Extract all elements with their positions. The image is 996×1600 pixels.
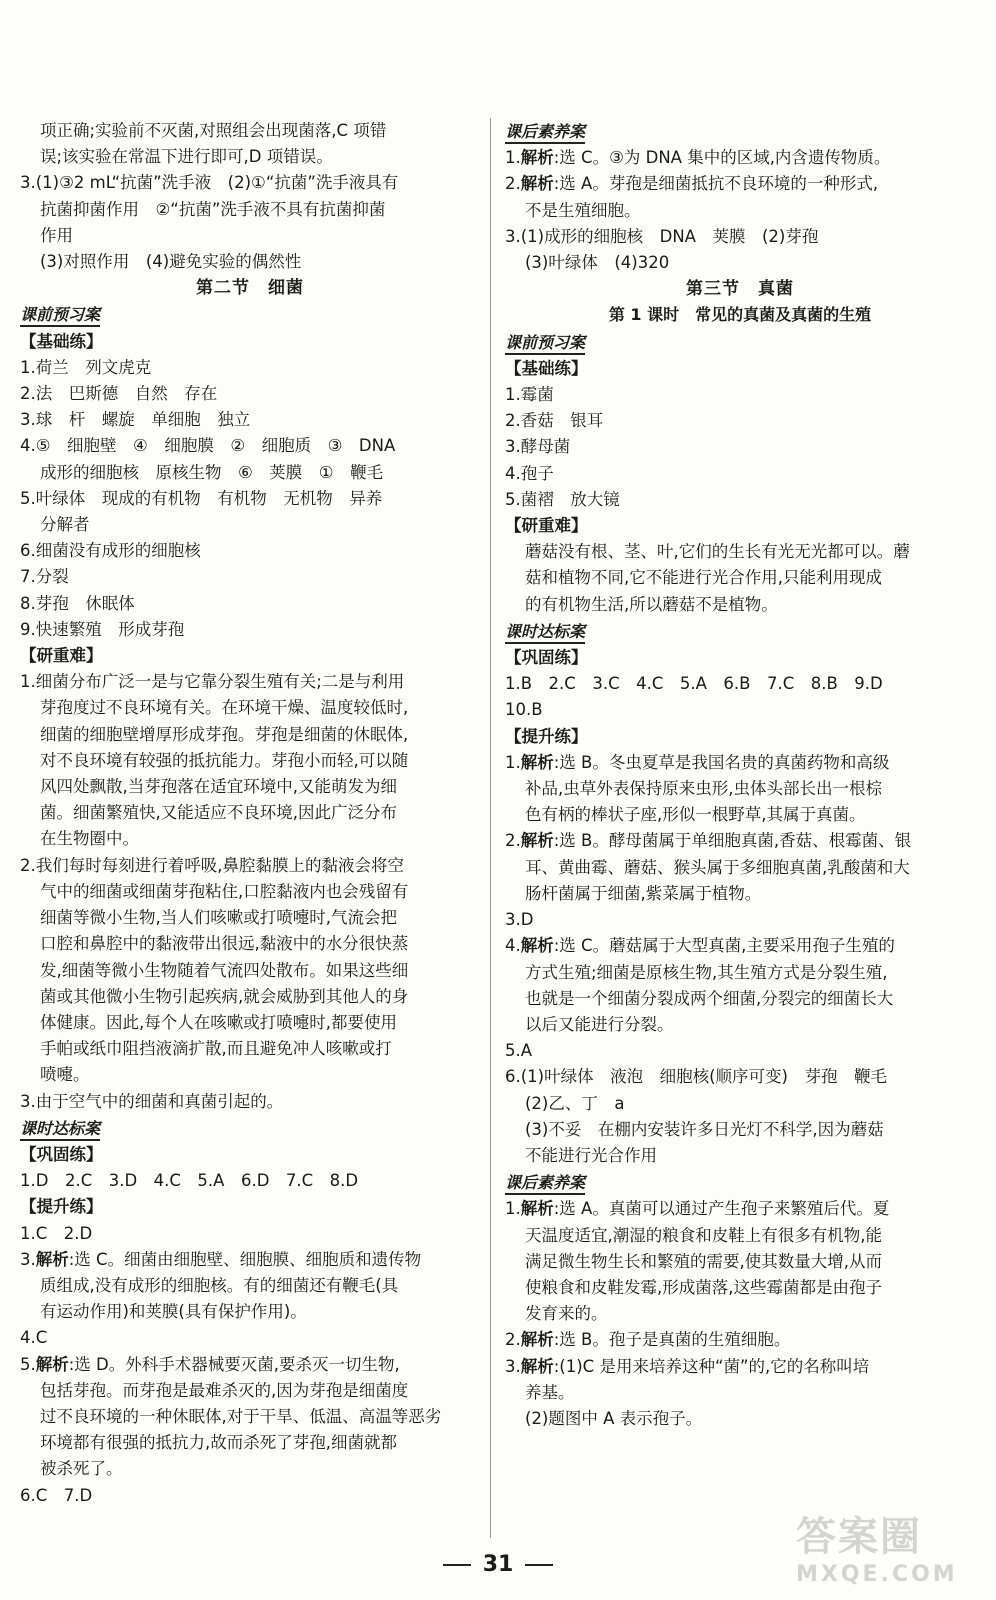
- lesson-title: 第 1 课时 常见的真菌及真菌的生殖: [608, 305, 872, 325]
- answer-line: 2.法 巴斯德 自然 存在: [20, 384, 218, 404]
- watermark-bottom: MXQE.COM: [796, 1562, 958, 1587]
- answer-continuation: 使粮食和皮鞋发霉,形成菌落,这些霉菌都是由孢子: [525, 1277, 882, 1297]
- answer-line: [505, 1354, 975, 1380]
- answer-line: 4.孢子: [505, 463, 554, 483]
- analysis-text: :选 A。芽孢是细菌抵抗不良环境的一种形式,: [553, 174, 879, 194]
- answer-continuation: 的有机物生活,所以蘑菇不是植物。: [525, 594, 778, 614]
- section-subheading-text: 课前预习案: [20, 304, 100, 327]
- exercise-label: 【基础练】: [505, 358, 588, 378]
- answer-continuation: 过不良环境的一种休眠体,对于干旱、低温、高温等恶劣: [40, 1406, 442, 1426]
- answer-continuation: 细菌的细胞壁增厚形成芽孢。芽孢是细菌的休眠体,: [40, 724, 409, 744]
- answer-continuation: 蘑菇没有根、茎、叶,它们的生长有光无光都可以。蘑: [525, 542, 910, 562]
- answer-continuation: 误;该实验在常温下进行即可,D 项错误。: [40, 147, 333, 167]
- left-column: [20, 118, 480, 1509]
- section-subheading: [505, 118, 975, 145]
- answer-line: 3.(1)成形的细胞核 DNA 荚膜 (2)芽孢: [505, 226, 819, 246]
- answer-line: [505, 828, 975, 854]
- answer-continuation: 手帕或纸巾阻挡液滴扩散,而且避免冲人咳嗽或打: [40, 1039, 392, 1059]
- answer-continuation: 天温度适宜,潮湿的粮食和皮鞋上有很多有机物,能: [525, 1225, 882, 1245]
- answer-continuation: 对不良环境有较强的抵抗能力。芽孢小而轻,可以随: [40, 750, 409, 770]
- answer-continuation: 作用: [40, 225, 73, 245]
- section-subheading: [20, 1115, 480, 1142]
- answer-line: [505, 1327, 975, 1353]
- answer-line: [505, 145, 975, 171]
- section-subheading-text: 课后素养案: [505, 1172, 585, 1195]
- question-number: 1.: [505, 752, 521, 772]
- analysis-label: 解析: [520, 1199, 554, 1219]
- question-number: 2.: [505, 1330, 521, 1350]
- answer-continuation: 有运动作用)和荚膜(具有保护作用)。: [40, 1302, 307, 1322]
- section-subheading-text: 课时达标案: [20, 1118, 100, 1141]
- answer-line: 1.D 2.C 3.D 4.C 5.A 6.D 7.C 8.D: [20, 1171, 359, 1191]
- answer-line: 6.(1)叶绿体 液泡 细胞核(顺序可变) 芽孢 鞭毛: [505, 1067, 887, 1087]
- answer-line: 3.(1)③2 mL“抗菌”洗手液 (2)①“抗菌”洗手液具有: [20, 173, 399, 193]
- answer-continuation: 发育来的。: [525, 1304, 608, 1324]
- answer-continuation: (3)叶绿体 (4)320: [525, 253, 670, 273]
- question-number: 4.: [505, 936, 521, 956]
- answer-continuation: 以后又能进行分裂。: [525, 1014, 674, 1034]
- answer-line: 1.细菌分布广泛一是与它靠分裂生殖有关;二是与利用: [20, 672, 405, 692]
- section-subheading: [505, 329, 975, 356]
- answer-continuation: 口腔和鼻腔中的黏液带出很远,黏液中的水分很快蒸: [40, 934, 409, 954]
- answer-continuation: 分解者: [40, 515, 90, 535]
- exercise-label: 【研重难】: [20, 646, 103, 666]
- answer-line: 4.⑤ 细胞壁 ④ 细胞膜 ② 细胞质 ③ DNA: [20, 436, 396, 456]
- answer-line: 1.荷兰 列文虎克: [20, 357, 152, 377]
- analysis-text: :选 B。冬虫夏草是我国名贵的真菌药物和高级: [553, 752, 890, 772]
- answer-line: 9.快速繁殖 形成芽孢: [20, 619, 185, 639]
- answer-continuation: 菇和植物不同,它不能进行光合作用,只能利用现成: [525, 568, 882, 588]
- question-number: 1.: [505, 1199, 521, 1219]
- answer-continuation: 也就是一个细菌分裂成两个细菌,分裂完的细菌长大: [525, 988, 894, 1008]
- answer-continuation: 在生物圈中。: [40, 829, 139, 849]
- footer-dash-left: [443, 1564, 471, 1566]
- answer-line: [505, 1196, 975, 1222]
- answer-continuation: 抗菌抑菌作用 ②“抗菌”洗手液不具有抗菌抑菌: [40, 199, 386, 219]
- answer-continuation: 养基。: [525, 1382, 575, 1402]
- analysis-text: :选 B。孢子是真菌的生殖细胞。: [553, 1330, 791, 1350]
- watermark-top: 答案圈: [796, 1514, 922, 1560]
- footer-dash-right: [525, 1564, 553, 1566]
- answer-continuation: 方式生殖;细菌是原核生物,其生殖方式是分裂生殖,: [525, 962, 888, 982]
- answer-continuation: 被杀死了。: [40, 1459, 123, 1479]
- answer-continuation: 气中的细菌或细菌芽孢粘住,口腔黏液内也会残留有: [40, 881, 409, 901]
- answer-continuation: 菌。细菌繁殖快,又能适应不良环境,因此广泛分布: [40, 803, 397, 823]
- answer-line: 6.细菌没有成形的细胞核: [20, 541, 201, 561]
- section-title: 第三节 真菌: [686, 279, 794, 300]
- page-number: 31: [482, 1552, 514, 1577]
- answer-continuation: 体健康。因此,每个人在咳嗽或打喷嚏时,都要使用: [40, 1012, 397, 1032]
- answer-line: 5.叶绿体 现成的有机物 有机物 无机物 异养: [20, 488, 383, 508]
- answer-line: 5.菌褶 放大镜: [505, 489, 620, 509]
- answer-continuation: 芽孢度过不良环境有关。在环境干燥、温度较低时,: [40, 698, 409, 718]
- analysis-label: 解析: [35, 1354, 69, 1374]
- answer-line: [505, 171, 975, 197]
- section-subheading: [20, 301, 480, 328]
- analysis-text: :选 C。蘑菇属于大型真菌,主要采用孢子生殖的: [553, 936, 895, 956]
- analysis-label: 解析: [520, 752, 554, 772]
- answer-continuation: 成形的细胞核 原核生物 ⑥ 荚膜 ① 鞭毛: [40, 462, 384, 482]
- answer-continuation: 满足微生物生长和繁殖的需要,使其数量大增,从而: [525, 1251, 882, 1271]
- analysis-label: 解析: [520, 1356, 554, 1376]
- analysis-text: :选 C。③为 DNA 集中的区域,内含遗传物质。: [553, 148, 891, 168]
- column-divider: [490, 118, 491, 1538]
- answer-line: 6.C 7.D: [20, 1485, 93, 1505]
- watermark-logo: [796, 1505, 976, 1595]
- answer-continuation: (2)乙、丁 a: [525, 1093, 625, 1113]
- section-subheading: [505, 618, 975, 645]
- answer-line: 7.分裂: [20, 567, 69, 587]
- answer-continuation: 耳、黄曲霉、蘑菇、猴头属于多细胞真菌,乳酸菌和大: [525, 857, 910, 877]
- answer-line: 3.由于空气中的细菌和真菌引起的。: [20, 1091, 284, 1111]
- section-subheading-text: 课时达标案: [505, 621, 585, 644]
- answer-line: [505, 933, 975, 959]
- analysis-text: :(1)C 是用来培养这种“菌”的,它的名称叫培: [553, 1356, 870, 1376]
- analysis-label: 解析: [35, 1249, 69, 1269]
- question-number: 1.: [505, 148, 521, 168]
- answer-line: [20, 1352, 480, 1378]
- answer-continuation: 不能进行光合作用: [525, 1145, 657, 1165]
- exercise-label: 【提升练】: [20, 1197, 103, 1217]
- exercise-label: 【巩固练】: [505, 648, 588, 668]
- exercise-label: 【提升练】: [505, 726, 588, 746]
- analysis-label: 解析: [520, 936, 554, 956]
- answer-continuation: 环境都有很强的抵抗力,故而杀死了芽孢,细菌就都: [40, 1433, 397, 1453]
- answer-continuation: 质组成,没有成形的细胞核。有的细菌还有鞭毛(具: [40, 1275, 399, 1295]
- question-number: 3.: [20, 1249, 36, 1269]
- analysis-text: :选 B。酵母菌属于单细胞真菌,香菇、根霉菌、银: [553, 831, 912, 851]
- answer-continuation: 色有柄的棒状子座,形似一根野草,其属于真菌。: [525, 805, 866, 825]
- answer-line: [20, 1247, 480, 1273]
- analysis-text: :选 C。细菌由细胞壁、细胞膜、细胞质和遗传物: [68, 1249, 422, 1269]
- right-column: [505, 118, 975, 1432]
- answer-line: 1.B 2.C 3.C 4.C 5.A 6.B 7.C 8.B 9.D: [505, 674, 883, 694]
- question-number: 5.: [20, 1354, 36, 1374]
- answer-continuation: 包括芽孢。而芽孢是最难杀灭的,因为芽孢是细菌度: [40, 1380, 409, 1400]
- question-number: 2.: [505, 174, 521, 194]
- answer-continuation: (2)题图中 A 表示孢子。: [525, 1408, 703, 1428]
- answer-line: 5.A: [505, 1041, 533, 1061]
- answer-line: 4.C: [20, 1328, 48, 1348]
- answer-continuation: 不是生殖细胞。: [525, 200, 641, 220]
- answer-line: 1.C 2.D: [20, 1223, 93, 1243]
- analysis-label: 解析: [520, 148, 554, 168]
- section-subheading-text: 课后素养案: [505, 121, 585, 144]
- section-subheading: [505, 1169, 975, 1196]
- question-number: 2.: [505, 831, 521, 851]
- answer-continuation: 项正确;实验前不灭菌,对照组会出现菌落,C 项错: [40, 121, 387, 140]
- answer-line: [505, 750, 975, 776]
- exercise-label: 【基础练】: [20, 331, 103, 351]
- analysis-label: 解析: [520, 1330, 554, 1350]
- section-subheading-text: 课前预习案: [505, 332, 585, 355]
- answer-line: 8.芽孢 休眠体: [20, 593, 135, 613]
- answer-continuation: 喷嚏。: [40, 1065, 90, 1085]
- exercise-label: 【巩固练】: [20, 1144, 103, 1164]
- answer-line: 2.我们每时每刻进行着呼吸,鼻腔黏膜上的黏液会将空: [20, 855, 404, 875]
- answer-continuation: 发,细菌等微小生物随着气流四处散布。如果这些细: [40, 960, 409, 980]
- question-number: 3.: [505, 1356, 521, 1376]
- analysis-text: :选 D。外科手术器械要灭菌,要杀灭一切生物,: [68, 1354, 400, 1374]
- answer-line: 3.球 杆 螺旋 单细胞 独立: [20, 410, 251, 430]
- answer-continuation: 风四处飘散,当芽孢落在适宜环境中,又能萌发为细: [40, 777, 397, 797]
- answer-line: 1.霉菌: [505, 385, 554, 405]
- answer-continuation: 肠杆菌属于细菌,紫菜属于植物。: [525, 883, 762, 903]
- answer-line: 3.D: [505, 910, 534, 930]
- analysis-text: :选 A。真菌可以通过产生孢子来繁殖后代。夏: [553, 1199, 890, 1219]
- answer-line: 2.香菇 银耳: [505, 411, 604, 431]
- analysis-label: 解析: [520, 174, 554, 194]
- answer-continuation: 补品,虫草外表保持原来虫形,虫体头部长出一根棕: [525, 779, 882, 799]
- answer-continuation: (3)不妥 在棚内安装许多日光灯不科学,因为蘑菇: [525, 1119, 884, 1139]
- exercise-label: 【研重难】: [505, 516, 588, 536]
- answer-line: 10.B: [505, 700, 543, 720]
- answer-continuation: (3)对照作用 (4)避免实验的偶然性: [40, 252, 302, 272]
- answer-line: 3.酵母菌: [505, 437, 571, 457]
- answer-continuation: 细菌等微小生物,当人们咳嗽或打喷嚏时,气流会把: [40, 908, 397, 928]
- section-title: 第二节 细菌: [196, 278, 304, 299]
- answer-continuation: 菌或其他微小生物引起疾病,就会威胁到其他人的身: [40, 986, 409, 1006]
- analysis-label: 解析: [520, 831, 554, 851]
